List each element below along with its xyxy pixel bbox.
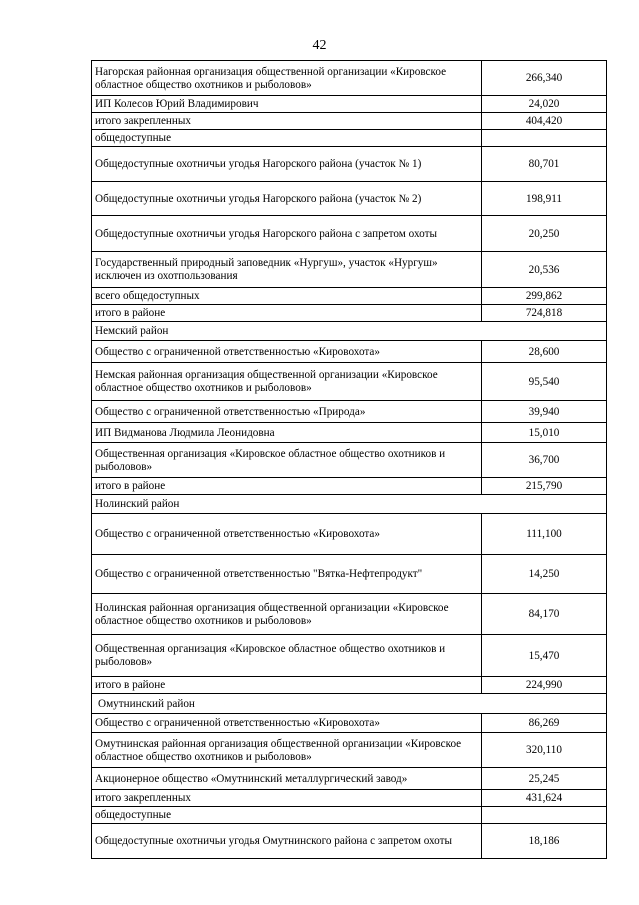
row-name: итого в районе bbox=[92, 677, 482, 694]
row-name: Государственный природный заповедник «Нургуш», участок «Нургуш» исключен из охотпользования bbox=[92, 252, 482, 288]
row-value: 224,990 bbox=[482, 677, 607, 694]
district-header-row bbox=[92, 694, 607, 714]
row-value: 20,250 bbox=[482, 216, 607, 252]
table-row bbox=[92, 594, 607, 635]
table-row bbox=[92, 252, 607, 288]
table-row bbox=[92, 555, 607, 594]
table-row bbox=[92, 288, 607, 305]
table-row bbox=[92, 113, 607, 130]
table-row bbox=[92, 733, 607, 768]
table-row bbox=[92, 677, 607, 694]
table-row bbox=[92, 341, 607, 363]
row-name: итого в районе bbox=[92, 305, 482, 322]
row-value: 20,536 bbox=[482, 252, 607, 288]
row-name: итого закрепленных bbox=[92, 790, 482, 807]
row-name: Общественная организация «Кировское областное общество охотников и рыболовов» bbox=[92, 443, 482, 478]
table-row bbox=[92, 514, 607, 555]
table-row bbox=[92, 61, 607, 96]
row-name: Омутнинская районная организация общественной организации «Кировское областное общество охотников и рыболовов» bbox=[92, 733, 482, 768]
row-name: ИП Колесов Юрий Владимирович bbox=[92, 96, 482, 113]
table-row bbox=[92, 130, 607, 147]
row-value: 215,790 bbox=[482, 478, 607, 495]
row-name: Общедоступные охотничьи угодья Нагорского района (участок № 1) bbox=[92, 147, 482, 182]
hunting-grounds-table bbox=[91, 60, 607, 859]
row-value: 95,540 bbox=[482, 363, 607, 401]
row-name: Общественная организация «Кировское областное общество охотников и рыболовов» bbox=[92, 635, 482, 677]
table-row bbox=[92, 363, 607, 401]
row-value: 404,420 bbox=[482, 113, 607, 130]
row-name: Общедоступные охотничьи угодья Нагорского района (участок № 2) bbox=[92, 182, 482, 216]
row-name: Общедоступные охотничьи угодья Нагорского района с запретом охоты bbox=[92, 216, 482, 252]
row-name: Нолинская районная организация общественной организации «Кировское областное общество охотников и рыболовов» bbox=[92, 594, 482, 635]
row-value: 266,340 bbox=[482, 61, 607, 96]
table-row bbox=[92, 423, 607, 443]
row-name: итого закрепленных bbox=[92, 113, 482, 130]
row-value: 24,020 bbox=[482, 96, 607, 113]
row-value: 724,818 bbox=[482, 305, 607, 322]
row-value: 39,940 bbox=[482, 401, 607, 423]
row-name: Нагорская районная организация общественной организации «Кировское областное общество охотников и рыболовов» bbox=[92, 61, 482, 96]
row-value: 320,110 bbox=[482, 733, 607, 768]
row-name: Акционерное общество «Омутнинский металлургический завод» bbox=[92, 768, 482, 790]
district-header-row bbox=[92, 495, 607, 514]
district-name: Нолинский район bbox=[92, 495, 607, 514]
row-value: 198,911 bbox=[482, 182, 607, 216]
row-value bbox=[482, 807, 607, 824]
district-header-row bbox=[92, 322, 607, 341]
table-row bbox=[92, 96, 607, 113]
row-value: 18,186 bbox=[482, 824, 607, 859]
row-value: 299,862 bbox=[482, 288, 607, 305]
row-name: Немская районная организация общественной организации «Кировское областное общество охотников и рыболовов» bbox=[92, 363, 482, 401]
row-name: Общество с ограниченной ответственностью «Природа» bbox=[92, 401, 482, 423]
row-value: 15,010 bbox=[482, 423, 607, 443]
row-value: 80,701 bbox=[482, 147, 607, 182]
row-value: 25,245 bbox=[482, 768, 607, 790]
district-name: Омутнинский район bbox=[92, 694, 607, 714]
table-row bbox=[92, 401, 607, 423]
table-row bbox=[92, 216, 607, 252]
row-value: 431,624 bbox=[482, 790, 607, 807]
table-row bbox=[92, 182, 607, 216]
table-row bbox=[92, 443, 607, 478]
row-name: Общество с ограниченной ответственностью «Кировохота» bbox=[92, 514, 482, 555]
row-value bbox=[482, 130, 607, 147]
table-row bbox=[92, 305, 607, 322]
table-row bbox=[92, 478, 607, 495]
table-row bbox=[92, 635, 607, 677]
page-number: 42 bbox=[312, 38, 327, 53]
table-row bbox=[92, 714, 607, 733]
row-name: итого в районе bbox=[92, 478, 482, 495]
row-name: Общество с ограниченной ответственностью "Вятка-Нефтепродукт" bbox=[92, 555, 482, 594]
row-name: Общедоступные охотничьи угодья Омутнинского района с запретом охоты bbox=[92, 824, 482, 859]
table-row bbox=[92, 824, 607, 859]
row-value: 36,700 bbox=[482, 443, 607, 478]
row-value: 84,170 bbox=[482, 594, 607, 635]
row-value: 14,250 bbox=[482, 555, 607, 594]
row-name: Общество с ограниченной ответственностью «Кировохота» bbox=[92, 714, 482, 733]
row-value: 111,100 bbox=[482, 514, 607, 555]
row-name: общедоступные bbox=[92, 130, 482, 147]
row-name: всего общедоступных bbox=[92, 288, 482, 305]
table-row bbox=[92, 807, 607, 824]
row-name: общедоступные bbox=[92, 807, 482, 824]
table-row bbox=[92, 790, 607, 807]
row-name: ИП Видманова Людмила Леонидовна bbox=[92, 423, 482, 443]
row-name: Общество с ограниченной ответственностью «Кировохота» bbox=[92, 341, 482, 363]
row-value: 86,269 bbox=[482, 714, 607, 733]
table-row bbox=[92, 147, 607, 182]
row-value: 15,470 bbox=[482, 635, 607, 677]
row-value: 28,600 bbox=[482, 341, 607, 363]
table-row bbox=[92, 768, 607, 790]
district-name: Немский район bbox=[92, 322, 607, 341]
